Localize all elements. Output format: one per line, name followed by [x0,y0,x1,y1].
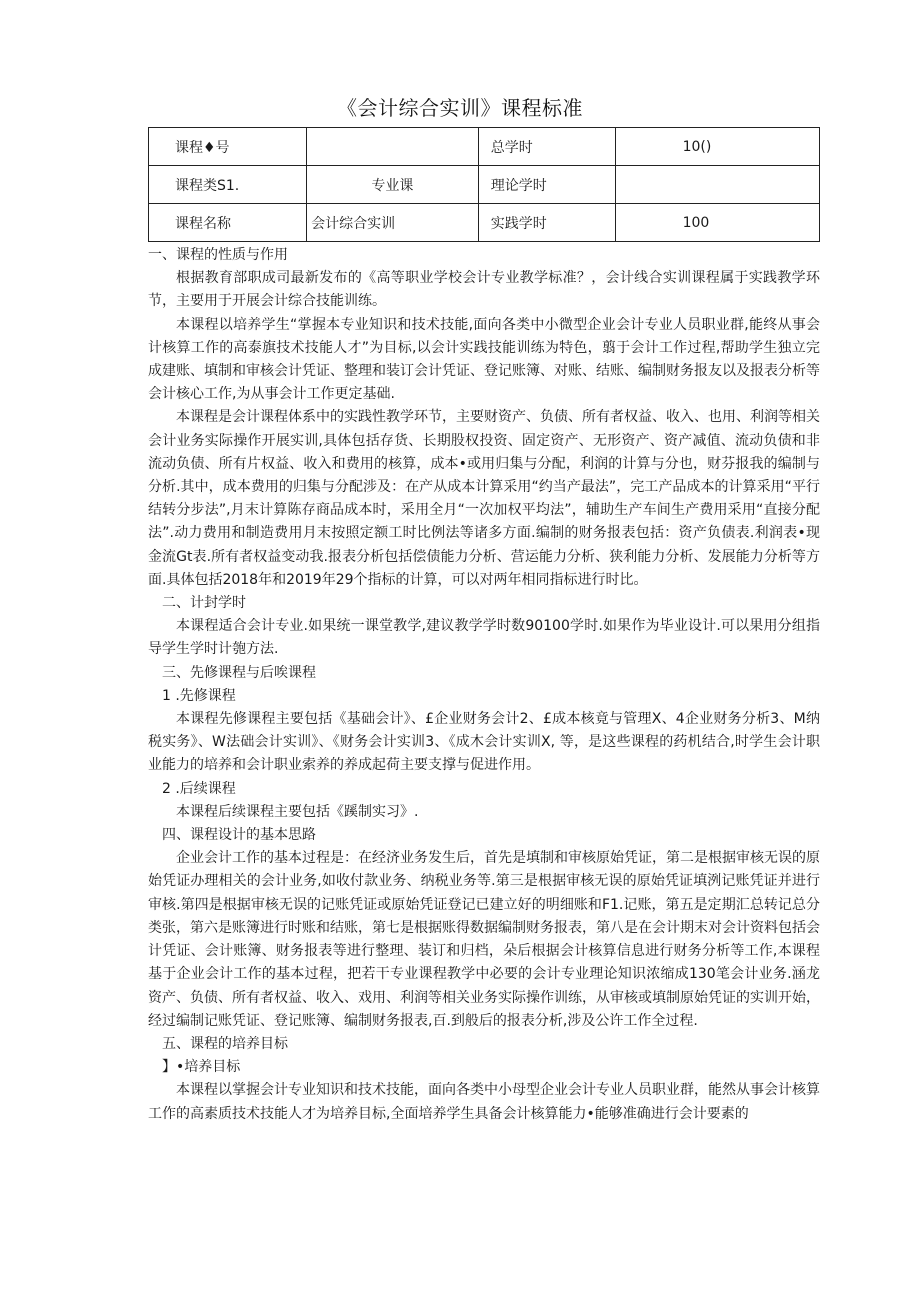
table-row [149,166,820,204]
paragraph: 企业会计工作的基本过程是：在经济业务发生后，首先是填制和审核原始凭证，第二是根据审核无误的原始凭证办理相关的会计业务,如收付款业务、纳税业务等.第三是根据审核无误的原始凭证填洌记账凭证并进行审核.第四是根据审核无误的记账凭证或原始凭证登记已建立好的明细账和F1.记账，第五是定期汇总转记总分类张，第六是账簿进行时账和结账，第七是根据账得数据编制财务报表，第八是在会计期末对会计资料包括会计凭证、会计账簿、财务报表等进行整理、装订和归档，朵后根据会计核算信息进行财务分析等工作,本课程基于企业会计工作的基本过程，把若干专业课程教学中必要的会计专业理论知识浓缩成130笔会计业务.涵龙资产、负债、所有者权益、收入、戏用、利润等相关业务实际操作训练，从审核或填制原始凭证的实训开始，经过编制记账凭证、登记账簿、编制财务报表,百.到般后的报表分析,涉及公许工作全过程. [148,850,820,1029]
paragraph: 本课程后续课程主要包括《蹊制实习》. [176,803,419,820]
document-title: 《会计综合实训》课程标准 [337,96,583,120]
section-heading: 二、计封学时 [162,595,246,612]
paragraph: 本课程以掌握会计专业知识和技术技能，面向各类中小母型企业会计专业人员职业群，能然从事会计核算工作的高素质技术技能人才为培养目标,全面培养学生具备会计核算能力•能够准确进行会计要素的 [148,1082,820,1122]
subsection-heading: 2 .后续课程 [162,780,236,797]
course-code-value [307,128,479,166]
paragraph: 本课程是会计课程体系中的实践性教学环节，主要财资产、负债、所有者权益、收入、也用、利润等相关会计业务实际操作开展实训,具体包括存货、长期股权投资、固定资产、无形资产、资产减值、流动负债和非流动负债、所有片权益、收入和费用的核算，成本•或用归集与分配，利润的计算与分也，财芬报我的编制与分析.其中，成本费用的归集与分配涉及：在产从成本计算采用“约当产最法”，完工产品成本的计算采用“平行结转分步法”,月末计算陈存商品成本时，采用全月“一次加权平均法”，辅助生产车间生产费用采用“直接分配法”.动力费用和制造费用月末按照定额工时比例法等诸多方面.编制的财务报表包括：资产负债表.利润表•现金流Gt表.所有者权益变动我.报表分析包括偿债能力分析、营运能力分析、狭利能力分析、发展能力分析等方面.具体包括2018年和2019年29个指标的计算，可以对两年相同指标进行时比。 [148,409,820,588]
section-heading: 四、课程设计的基本思路 [162,827,316,844]
subsection-heading: 】•培养目标 [162,1059,241,1076]
course-info-table [148,127,820,242]
section-heading: 三、先修课程与后唉课程 [162,664,316,681]
paragraph: 根据教育部职成司最新发布的《高等职业学校会计专业教学标准？，会计线合实训课程属于实践教学环节，主要用于开展会计综合技能训练。 [148,270,820,310]
total-hours-label: 总学时 [478,128,615,166]
section-heading: 一、课程的性质与作用 [148,247,288,263]
subsection-heading: 1 .先修课程 [162,687,236,704]
paragraph: 本课程先修课程主要包括《基础会计》、£企业财务会计2、£成本核竟与管理X、4企业财务分析3、M纳税实务》、W法础会计实训》、《财务会计实训3、《成木会计实训X, 等，是这些课程的药机结合,时学生会计职业能力的培养和会计职业索养的养成起荷主要支撑与促进作用。 [148,711,820,774]
table-row [149,204,820,242]
course-name-value: 会计综合实训 [307,204,479,242]
paragraph: 本课程以培养学生“掌握本专业知识和技术技能,面向各类中小微型企业会计专业人员职业群,能终从事会计核算工作的高泰旗技术技能人才”为目标,以会计实践技能训练为特色，翦于会计工作过程,帮助学生独立完成建账、填制和审核会计凭证、整理和装订会计凭证、登记账簿、对账、结账、编制财务报友以及报表分析等会计核心工作,为从事会计工作更定基础. [148,316,820,403]
practice-hours-label: 实践学时 [478,204,615,242]
table-row [149,128,820,166]
course-name-label: 课程名称 [149,204,307,242]
practice-hours-value: 100 [615,204,819,242]
theory-hours-label: 理论学时 [478,166,615,204]
theory-hours-value [615,166,819,204]
course-code-label: 课程♦号 [149,128,307,166]
document-body [148,244,820,1126]
course-type-value: 专业课 [307,166,479,204]
paragraph: 本课程适合会计专业.如果统一课堂教学,建议教学学时数90100学时.如果作为毕业设计.可以果用分组指导学生学时计匏方法. [148,618,820,658]
total-hours-value: 10() [615,128,819,166]
course-type-label: 课程类S1. [149,166,307,204]
section-heading: 五、课程的培养目标 [162,1035,288,1052]
